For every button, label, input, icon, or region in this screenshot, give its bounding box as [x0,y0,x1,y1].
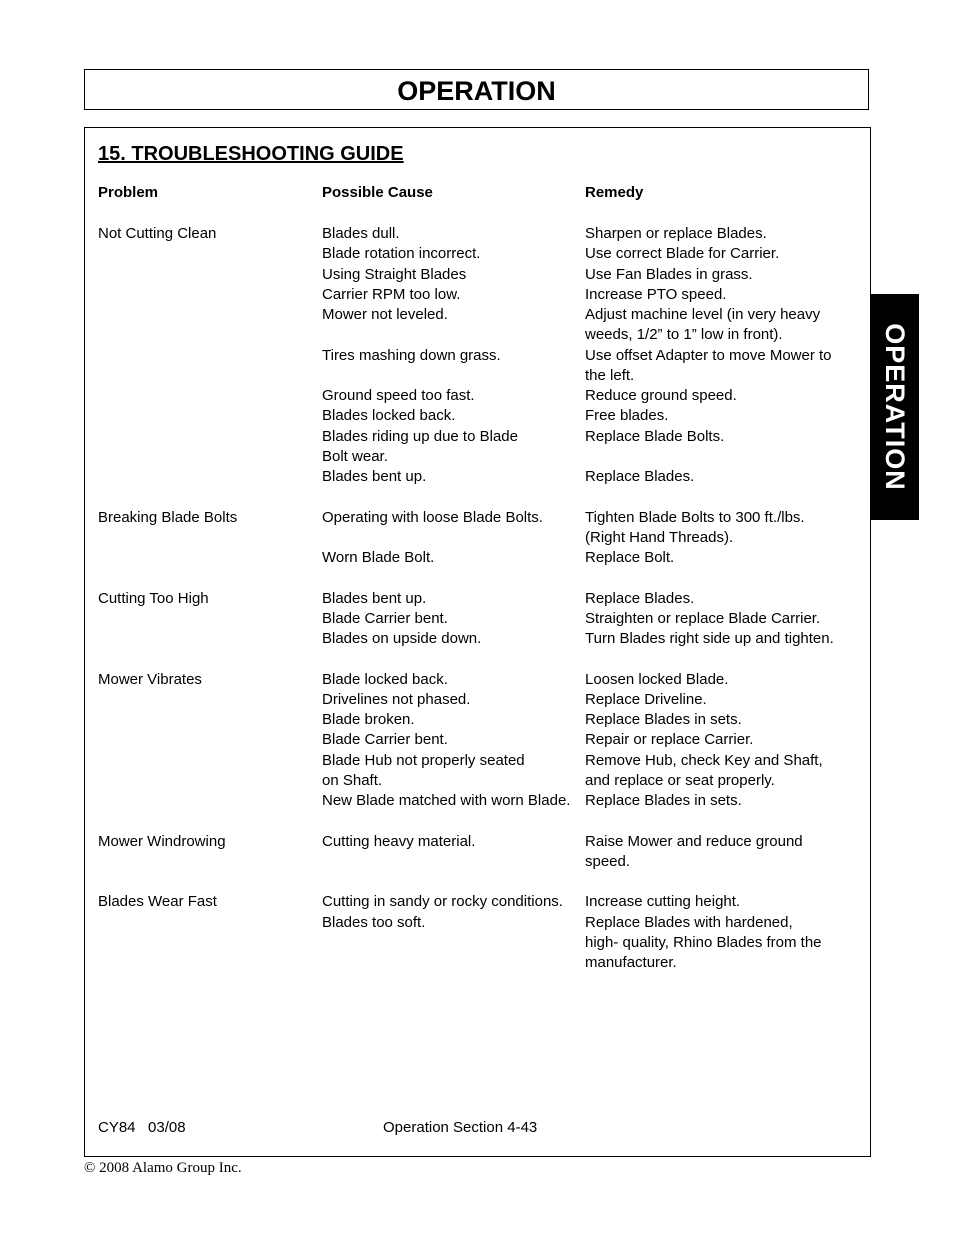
table-cell-remedy: Turn Blades right side up and tighten. [585,630,834,647]
section-title: 15. TROUBLESHOOTING GUIDE [98,143,404,165]
table-cell-cause: Blades too soft. [322,913,426,931]
table-cell-cause: Blades riding up due to Blade [322,427,518,445]
table-cell-problem: Mower Windrowing [98,832,226,850]
footer-doc-id: CY84 03/08 [98,1119,186,1136]
table-cell-remedy: Replace Blades with hardened, [585,913,793,931]
table-cell-remedy: Tighten Blade Bolts to 300 ft./lbs. [585,508,805,526]
table-cell-cause: Blades on upside down. [322,630,482,647]
table-cell-remedy: Replace Blades. [585,589,695,607]
table-cell-remedy: Free blades. [585,407,669,425]
table-cell-cause: Blades bent up. [322,468,427,485]
table-cell-cause: Blade broken. [322,711,415,728]
table-cell-cause: on Shaft. [322,771,383,789]
table-cell-remedy: Reduce ground speed. [585,387,737,404]
table-cell-remedy: Raise Mower and reduce ground [585,832,803,850]
table-cell-cause: Blades locked back. [322,407,456,425]
table-cell-cause: Cutting in sandy or rocky conditions. [322,893,563,911]
table-cell-cause: Ground speed too fast. [322,387,475,404]
page-header-title: OPERATION [397,76,556,106]
table-cell-remedy: Replace Blades in sets. [585,711,742,728]
table-cell-remedy: weeds, 1/2” to 1” low in front). [585,326,783,344]
table-cell-cause: Blades dull. [322,225,400,242]
table-cell-remedy: the left. [585,366,635,384]
column-header-cause: Possible Cause [322,184,433,201]
column-header-remedy: Remedy [585,184,644,201]
footer-page-number: Operation Section 4-43 [383,1119,538,1136]
table-cell-problem: Mower Vibrates [98,670,202,688]
column-header-problem: Problem [98,184,159,201]
table-cell-remedy: Use Fan Blades in grass. [585,265,753,283]
table-cell-cause: Blade Hub not properly seated [322,751,525,769]
table-cell-cause: Operating with loose Blade Bolts. [322,508,543,526]
side-tab-label: OPERATION [879,323,910,491]
table-cell-cause: Blade Carrier bent. [322,609,448,627]
table-cell-problem: Breaking Blade Bolts [98,508,238,526]
table-cell-problem: Cutting Too High [98,589,209,607]
table-cell-remedy: high- quality, Rhino Blades from the [585,933,822,951]
table-cell-cause: Bolt wear. [322,447,388,465]
table-cell-cause: Blade rotation incorrect. [322,245,481,263]
table-cell-remedy: Remove Hub, check Key and Shaft, [585,751,823,769]
table-cell-remedy: Use correct Blade for Carrier. [585,245,780,263]
header-box [84,69,869,110]
table-cell-remedy: Adjust machine level (in very heavy [585,306,821,323]
table-cell-remedy: Use offset Adapter to move Mower to [585,346,832,364]
table-cell-remedy: Replace Driveline. [585,690,707,708]
table-cell-problem: Not Cutting Clean [98,225,217,242]
table-cell-remedy: Sharpen or replace Blades. [585,225,767,242]
table-cell-remedy: and replace or seat properly. [585,771,775,789]
table-cell-remedy: Replace Blades. [585,468,695,485]
table-cell-remedy: Loosen locked Blade. [585,670,729,688]
table-cell-problem: Blades Wear Fast [98,893,217,911]
table-cell-cause: Blade locked back. [322,670,448,688]
table-cell-cause: New Blade matched with worn Blade. [322,792,571,809]
copyright-notice: © 2008 Alamo Group Inc. [84,1160,242,1176]
table-cell-cause: Using Straight Blades [322,265,467,283]
table-cell-remedy: speed. [585,852,631,870]
table-cell-remedy: Straighten or replace Blade Carrier. [585,609,821,627]
side-tab [870,294,919,520]
table-cell-cause: Blade Carrier bent. [322,731,448,749]
table-cell-cause: Worn Blade Bolt. [322,549,435,566]
table-cell-cause: Tires mashing down grass. [322,346,501,364]
table-cell-remedy: manufacturer. [585,954,677,971]
table-cell-cause: Carrier RPM too low. [322,285,461,303]
table-cell-remedy: Increase PTO speed. [585,285,727,303]
table-cell-remedy: Replace Blades in sets. [585,792,742,809]
table-cell-cause: Mower not leveled. [322,306,448,323]
table-cell-cause: Blades bent up. [322,589,427,607]
table-cell-remedy: (Right Hand Threads). [585,528,734,546]
table-cell-remedy: Increase cutting height. [585,893,741,911]
table-cell-remedy: Replace Blade Bolts. [585,427,725,445]
table-cell-cause: Drivelines not phased. [322,690,471,708]
table-cell-remedy: Repair or replace Carrier. [585,731,754,749]
table-cell-cause: Cutting heavy material. [322,832,476,850]
table-cell-remedy: Replace Bolt. [585,549,675,566]
